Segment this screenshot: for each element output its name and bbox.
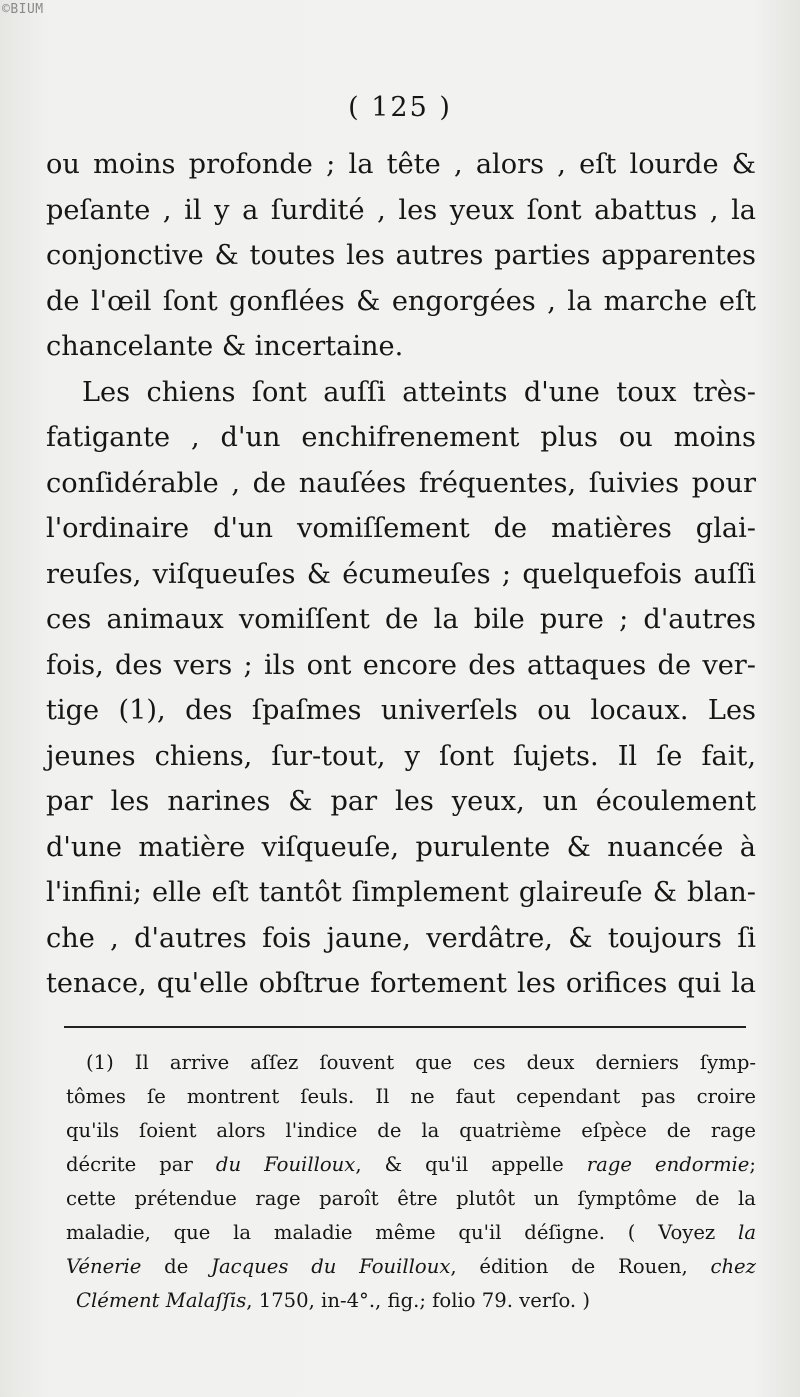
footnote-text: maladie, que la maladie même qu'il déſigne. ( Voyez [66,1221,739,1244]
footnote-text: , édition de Rouen, [450,1255,711,1278]
footnote-text: ; [749,1153,756,1176]
footnote-text: décrite par [66,1153,216,1176]
footnote-text: , & qu'il appelle [355,1153,587,1176]
footnote-publisher: Clément Malaſſis [76,1289,247,1312]
text-line: fatigante , d'un enchifrenement plus ou moins [46,422,756,453]
text-line: par les narines & par les yeux, un écoulement [46,786,756,817]
text-line: chancelante & incertaine. [46,331,404,362]
text-line: peſante , il y a ſurdité , les yeux ſont abattus , la [46,194,756,226]
footnote-author: du Fouilloux [215,1153,356,1176]
text-line: de l'œil ſont gonflées & engorgées , la marche eſt [46,285,756,317]
text-line: fois, des vers ; ils ont encore des attaques de ver- [46,649,756,681]
text-line: l'ordinaire d'un vomiſſement de matières glai- [46,513,756,544]
footnote-title: la [738,1221,756,1244]
main-text [46,142,756,1007]
footnote-divider [64,1026,746,1028]
footnote-line [66,1250,756,1284]
footnote-text: de [141,1255,212,1278]
footnote-line: (1) Il arrive aſſez ſouvent que ces deux derniers ſymp- [86,1051,756,1074]
watermark: ©BIUM [2,2,44,17]
footnote-line: cette prétendue rage paroît être plutôt un ſymptôme de la [66,1187,756,1210]
footnote [66,1046,756,1318]
page-number: ( 125 ) [348,92,452,123]
text-line: ou moins profonde ; la tête , alors , eſt lourde & [46,149,756,180]
footnote-text: , 1750, in-4°., fig.; folio 79. verſo. ) [246,1289,591,1312]
text-line: ces animaux vomiſſent de la bile pure ; d'autres [46,604,756,635]
text-line: reuſes, viſqueuſes & écumeuſes ; quelquefois auſſi [46,558,756,590]
text-line: conſidérable , de nauſées fréquentes, ſuivies pour [46,467,756,499]
text-line: tenace, qu'elle obſtrue fortement les orifices qui la [46,968,756,999]
footnote-term: rage endormie [586,1153,750,1176]
text-line: d'une matière viſqueuſe, purulente & nuancée à [46,831,756,863]
text-line: Les chiens ſont auſſi atteints d'une toux très- [82,376,756,408]
footnote-line [66,1216,756,1250]
footnote-term: chez [710,1255,756,1278]
footnote-title: Vénerie [66,1255,142,1278]
footnote-line [66,1148,756,1182]
footnote-line: qu'ils ſoient alors l'indice de la quatrième eſpèce de rage [66,1119,756,1142]
text-line: conjonctive & toutes les autres parties apparentes [46,240,756,271]
footnote-author: Jacques du Fouilloux [211,1255,451,1278]
text-line: jeunes chiens, ſur-tout, y ſont ſujets. Il ſe fait, [46,740,756,772]
text-line: tige (1), des ſpaſmes univerſels ou locaux. Les [46,695,756,726]
text-line: l'infini; elle eſt tantôt ſimplement glaireuſe & blan- [46,877,756,908]
footnote-line: tômes ſe montrent ſeuls. Il ne faut cependant pas croire [66,1085,756,1108]
text-line: che , d'autres fois jaune, verdâtre, & toujours ſi [46,922,756,954]
footnote-line [66,1284,756,1318]
